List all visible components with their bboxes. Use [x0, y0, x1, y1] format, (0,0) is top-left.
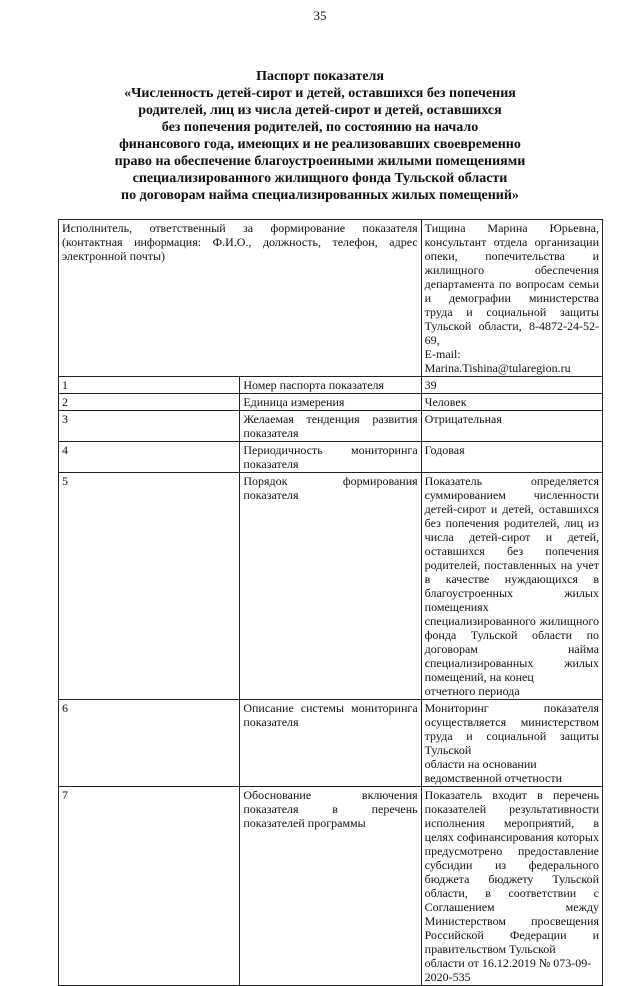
table-row: [59, 473, 603, 700]
page-number: 35: [313, 8, 327, 23]
row-label: Желаемая тенденция развития показателя: [240, 411, 421, 442]
document-title: [80, 68, 560, 204]
row-label: Порядок формирования показателя: [240, 473, 421, 700]
row-value: Показатель определяется суммированием численности детей-сирот и детей, оставшихся без попечения родителей, лиц из числа детей-сирот и детей, оставшихся без попечения родителей, поставленных на учет в качестве нуждающихся в благоустроенных жилых помещениях специализированного жилищного фонда Тульской области по договорам найма специализированных жилых помещений, на конец: [424, 474, 599, 684]
row-label: Обоснование включения показателя в перечень показателей программы: [240, 787, 421, 986]
table-row: [59, 700, 603, 787]
title-line: Паспорт показателя: [256, 69, 384, 84]
row-value-cell: [421, 700, 602, 787]
row-number: 1: [59, 377, 240, 394]
row-value: Человек: [421, 394, 602, 411]
row-value: Мониторинг показателя осуществляется министерством труда и социальной защиты Тульской: [424, 701, 599, 757]
row-value-tail: области на основании ведомственной отчетности: [424, 757, 563, 785]
table-row: [59, 377, 603, 394]
title-line: право на обеспечение благоустроенными жилыми помещениями: [114, 154, 526, 169]
row-number: 6: [59, 700, 240, 787]
title-line: родителей, лиц из числа детей-сирот и детей, оставшихся: [138, 103, 502, 118]
title-line: без попечения родителей, по состоянию на начало: [161, 120, 479, 135]
row-value-tail: отчетного периода: [424, 684, 520, 698]
executor-email: E-mail: Marina.Tishina@tularegion.ru: [424, 347, 571, 375]
title-line: по договорам найма специализированных жилых помещений»: [121, 188, 519, 203]
executor-value-cell: [421, 220, 602, 377]
row-label: Периодичность мониторинга показателя: [240, 442, 421, 473]
row-label: Номер паспорта показателя: [240, 377, 421, 394]
row-label: Описание системы мониторинга показателя: [240, 700, 421, 787]
row-value: Годовая: [421, 442, 602, 473]
title-line: «Численность детей-сирот и детей, оставшихся без попечения: [124, 86, 516, 101]
executor-label: Исполнитель, ответственный за формирование показателя (контактная информация: Ф.И.О., должность, телефон, адрес электронной почты): [59, 220, 422, 377]
row-value-cell: [421, 787, 602, 986]
passport-table: [58, 219, 603, 986]
table-row: [59, 394, 603, 411]
row-number: 5: [59, 473, 240, 700]
row-label: Единица измерения: [240, 394, 421, 411]
title-line: специализированного жилищного фонда Тульской области: [132, 171, 508, 186]
title-line: финансового года, имеющих и не реализовавших своевременно: [119, 137, 521, 152]
row-number: 3: [59, 411, 240, 442]
row-value: Показатель входит в перечень показателей результативности исполнения мероприятий, в целях софинансирования которых предусмотрено предоставление субсидии из федерального бюджета бюджету Тульской области, в соответствии с Соглашением между Министерством просвещения Российской Федерации и правительством Тульской: [424, 788, 599, 956]
table-row: [59, 787, 603, 986]
row-value: Отрицательная: [421, 411, 602, 442]
row-value: 39: [421, 377, 602, 394]
row-value-cell: [421, 473, 602, 700]
row-number: 2: [59, 394, 240, 411]
executor-value: Тищина Марина Юрьевна, консультант отдела организации опеки, попечительства и жилищного обеспечения департамента по вопросам семьи и демографии министерства труда и социальной защиты Тульской области, 8-4872-24-52-69,: [424, 221, 599, 347]
row-value-tail: области от 16.12.2019 № 073-09-2020-535: [424, 956, 592, 984]
table-row-executor: [59, 220, 603, 377]
row-number: 7: [59, 787, 240, 986]
row-number: 4: [59, 442, 240, 473]
table-row: [59, 411, 603, 442]
table-row: [59, 442, 603, 473]
